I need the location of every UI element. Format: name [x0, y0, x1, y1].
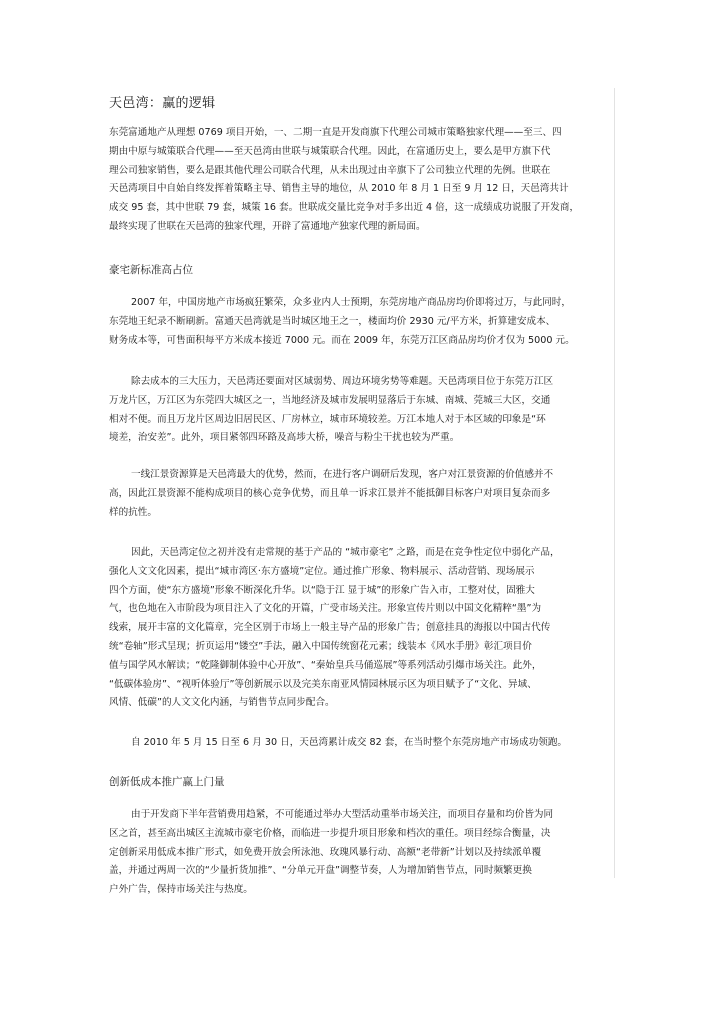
- text-line: 成交 95 套，其中世联 79 套，城策 16 套。世联成交量比竞争对手多出近 4 倍，这一成绩成功说服了开发商，: [109, 202, 580, 214]
- text-line: 天邑湾项目中自始自终发挥着策略主导、销售主导的地位，从 2010 年 8 月 1 日至 9 月 12 日，天邑湾共计: [109, 183, 569, 195]
- text-line: 由于开发商下半年营销费用趋紧，不可能通过举办大型活动重举市场关注，而项目存量和均价皆为同: [131, 809, 554, 820]
- text-line: 东莞地王纪录不断刷新。富通天邑湾就是当时城区地王之一，楼面均价 2930 元/平方米，折算建安成本、: [109, 315, 556, 327]
- text-line: 自 2010 年 5 月 15 日至 6 月 30 日，天邑湾累计成交 82 套，在当时整个东莞房地产市场成功领跑。: [131, 737, 568, 748]
- text-line: 四个方面，使“东方盛境”形象不断深化升华。以“隐于江 显于城”的形象广告入市，工整对仗，固雅大: [109, 584, 535, 596]
- text-line: 风情、低碳”的人文文化内涵，与销售节点同步配合。: [109, 697, 335, 709]
- text-line: “低碳体验房”、“视听体验厅”等创新展示以及完美东南亚风情园林展示区为项目赋予了“文化、异域、: [109, 678, 537, 690]
- section-heading-2: 创新低成本推广赢上门量: [109, 776, 225, 788]
- text-line: 理公司独家销售，要么是跟其他代理公司联合代理，从未出现过由辛旗下了公司独立代理的先例。世联在: [109, 164, 551, 176]
- section1-paragraph-2: [109, 373, 615, 448]
- text-line: 高，因此江景资源不能构成项目的核心竞争优势，而且单一诉求江景并不能抵御目标客户对项目复杂而多: [109, 487, 551, 499]
- text-line: 万龙片区，万江区为东莞四大城区之一，当地经济及城市发展明显落后于东城、南城、莞城三大区，交通: [109, 394, 551, 406]
- text-line: 值与国学风水解读；“乾隆御制体验中心开放”、“秦始皇兵马俑巡展”等系列活动引爆市场关注。此外，: [109, 659, 542, 671]
- text-line: 一线江景资源算是天邑湾最大的优势，然而，在进行客户调研后发现，客户对江景资源的价值感并不: [131, 469, 554, 480]
- text-line: 2007 年，中国房地产市场疯狂繁荣，众多业内人士预期，东莞房地产商品房均价即将过万，与此同时，: [131, 297, 571, 308]
- section1-paragraph-1: [109, 294, 615, 350]
- text-line: 户外广告，保持市场关注与热度。: [109, 884, 253, 896]
- text-line: 区之首，甚至高出城区主流城市豪宅价格，而临进一步提升项目形象和档次的重任。项目经综合衡量，决: [109, 827, 551, 839]
- section1-paragraph-4: [109, 544, 615, 713]
- section2-paragraph-1: [109, 806, 615, 900]
- text-line: 相对不便。而且万龙片区周边旧居民区、厂房林立，城市环境较差。万江本地人对于本区域的印象是“环: [109, 413, 546, 425]
- text-line: 盖，并通过两周一次的“少量折货加推”、“分单元开盘”调整节奏，人为增加销售节点，同时频繁更换: [109, 865, 532, 877]
- text-line: 定创新采用低成本推广形式，如免费开放会所泳池、玫瑰风暴行动、高额“老带新”计划以及持续派单覆: [109, 846, 542, 858]
- text-line: 除去成本的三大压力，天邑湾还要面对区域弱势、周边环境劣势等难题。天邑湾项目位于东莞万江区: [131, 376, 554, 387]
- text-line: 财务成本等，可售面积每平方米成本接近 7000 元。而在 2009 年，东莞万江区商品房均价才仅为 5000 元。: [109, 334, 575, 346]
- section1-paragraph-3: [109, 466, 615, 522]
- text-line: 样的抗性。: [109, 506, 157, 518]
- text-line: 因此，天邑湾定位之初并没有走常规的基于产品的 “城市豪宅” 之路，而是在竞争性定位中弱化产品，: [131, 547, 560, 558]
- intro-paragraph: [109, 124, 615, 237]
- text-line: 线索，展开丰富的文化篇章，完全区别于市场上一般主导产品的形象广告；创意挂具的海报以中国古代传: [109, 622, 551, 634]
- text-line: 最终实现了世联在天邑湾的独家代理，开辟了富通地产独家代理的新局面。: [109, 220, 426, 232]
- document-title: 天邑湾：赢的逻辑: [109, 96, 216, 111]
- text-line: 气，也色地在入市阶段为项目注入了文化的开篇，广受市场关注。形象宣传片则以中国文化精粹“墨”为: [109, 603, 542, 615]
- text-line: 东莞富通地产从理想 0769 项目开始，一、二期一直是开发商旗下代理公司城市策略独家代理——至三、四: [109, 127, 562, 138]
- text-line: 境差，治安差”。此外，项目紧邻四环路及高埗大桥，噪音与粉尘干扰也较为严重。: [109, 432, 460, 444]
- section1-paragraph-5: [109, 734, 615, 753]
- text-line: 期由中原与城策联合代理——至天邑湾由世联与城策联合代理。因此，在富通历史上，要么是甲方旗下代: [109, 145, 551, 157]
- section-heading-1: 豪宅新标准高占位: [109, 264, 193, 276]
- text-line: 统“卷轴”形式呈现；折页运用“镂空”手法，融入中国传统窗花元素；线装本《风水手册》彰汇项目价: [109, 640, 532, 652]
- text-line: 强化人文文化因素，提出“城市湾区·东方盛境”定位。通过推广形象、物料展示、活动营销、现场展示: [109, 565, 535, 577]
